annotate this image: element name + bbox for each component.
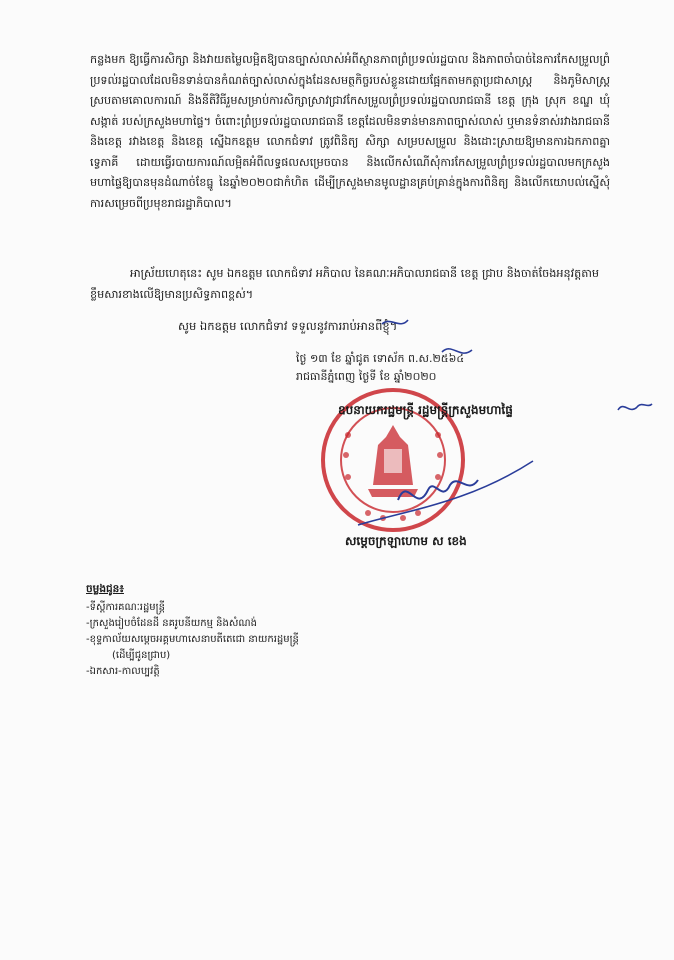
date-lunar: ថ្ងៃ ១៣ ខែ ឆ្នាំជូត ទោស័ក ព.ស.២៥៦៤ bbox=[296, 352, 465, 365]
date-solar: រាជធានីភ្នំពេញ ថ្ងៃទី ខែ ឆ្នាំ២០២០ bbox=[296, 370, 437, 383]
ministry-title: ឧបនាយករដ្ឋមន្ត្រី រដ្ឋមន្ត្រីក្រសួងមហាផ្ទៃ bbox=[338, 403, 513, 417]
cc-item: -ឯកសារ-កាលប្បវត្តិ bbox=[86, 666, 160, 677]
cc-item: -ទីស្តីការគណៈរដ្ឋមន្ត្រី bbox=[86, 602, 165, 613]
handwritten-marks bbox=[380, 312, 660, 432]
body-paragraph-1 bbox=[90, 50, 610, 214]
cc-item: -ក្រសួងរៀបចំដែនដី នគរូបនីយកម្ម និងសំណង់ bbox=[86, 618, 257, 629]
paragraph-1-text: កន្លងមក ឱ្យធ្វើការសិក្សា និងវាយតម្លៃលម្អិតឱ្យបានច្បាស់លាស់អំពីស្ថានភាពព្រំប្រទល់រដ្ឋបាល និងភាពចាំបាច់នៃការកែសម្រួលព្រំប្រទល់រដ្ឋបាលដែលមិនទាន់បានកំណត់ច្បាស់លាស់ក្នុងដែនសមត្ថកិច្ចរបស់ខ្លួនដោយផ្អែកតាមកត្តាប្រជាសាស្ត្រ និងភូមិសាស្ត្រ ស្របតាមគោលការណ៍ និងនីតិវិធីរួមសម្រាប់ការសិក្សាស្រាវជ្រាវកែសម្រួលព្រំប្រទល់រដ្ឋបាលរាជធានី ខេត្ត ក្រុង ស្រុក ខណ្ឌ ឃុំ សង្កាត់ របស់ក្រសួងមហាផ្ទៃ។ ចំពោះព្រំប្រទល់រដ្ឋបាលរាជធានី ខេត្តដែលមិនទាន់មានភាពច្បាស់លាស់ ឬមានទំនាស់រវាងរាជធានី និងខេត្ត រវាងខេត្ត និងខេត្ត ស្នើឯកឧត្តម លោកជំទាវ ត្រូវពិនិត្យ សិក្សា សម្របសម្រួល និងដោះស្រាយឱ្យមានការឯកភាពគ្នាទ្វេភាគី ដោយធ្វើរបាយការណ៍លម្អិតអំពីលទ្ធផលសម្រេចបាន និងលើកសំណើសុំការកែសម្រួលព្រំប្រទល់រដ្ឋបាលមកក្រសួងមហាផ្ទៃឱ្យបានមុនដំណាច់ខែធ្នូ នៃឆ្នាំ២០២០ជាកំហិត ដើម្បីក្រសួងមានមូលដ្ឋានគ្រប់គ្រាន់ក្នុងការពិនិត្យ និងលើកយោបល់ស្នើសុំការសម្រេចពីប្រមុខរាជរដ្ឋាភិបាល។ bbox=[90, 53, 610, 210]
cc-list bbox=[86, 600, 299, 680]
cc-item-note: (ដើម្បីជូនជ្រាប) bbox=[112, 650, 171, 661]
body-paragraph-2 bbox=[90, 263, 610, 305]
cc-title: ចម្លងជូន៖ bbox=[86, 583, 124, 595]
closing-line: សូម ឯកឧត្តម លោកជំទាវ ទទួលនូវការរាប់អានពីខ្ញុំ។ bbox=[178, 319, 398, 333]
paragraph-2-text: អាស្រ័យហេតុនេះ សូម ឯកឧត្តម លោកជំទាវ អភិបាល នៃគណៈអភិបាលរាជធានី ខេត្ត ជ្រាប និងចាត់ចែងអនុវត្តតាមខ្លឹមសារខាងលើឱ្យមានប្រសិទ្ធភាពខ្ពស់។ bbox=[90, 267, 599, 301]
signer-name: សម្ដេចក្រឡាហោម ស ខេង bbox=[345, 534, 467, 548]
cc-item: -ខុទ្ទកាល័យសម្ដេចអគ្គមហាសេនាបតីតេជោ នាយករដ្ឋមន្ត្រី bbox=[86, 634, 299, 645]
signature bbox=[338, 455, 538, 535]
